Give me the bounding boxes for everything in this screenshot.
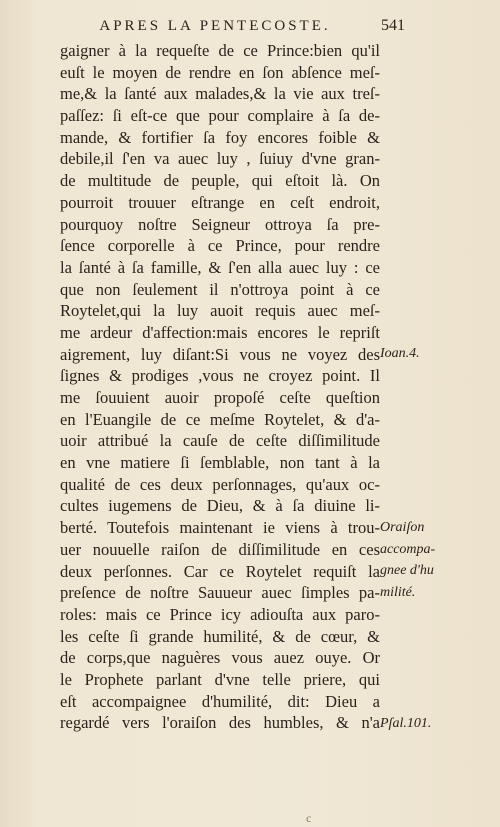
running-head: APRES LA PENTECOSTE. <box>99 18 331 34</box>
text-line: uoir attribué la cauſe de ceſte diſſimilitude <box>60 431 380 451</box>
text-line: pourquoy noſtre Seigneur ottroya ſa pre- <box>60 214 380 234</box>
margin-note-text: accompa- <box>380 541 436 557</box>
text-line: que non ſeulement il n'ottroya point à ce <box>60 279 380 299</box>
text-line: uer nouuelle raiſon de diſſimilitude en ces <box>60 539 380 559</box>
text-line: la ſanté à ſa famille, & ſ'en alla auec luy : ce <box>60 257 380 277</box>
text-line: me ardeur d'affection:mais encores le repriſt <box>60 322 380 342</box>
margin-note-ioan <box>380 343 480 365</box>
text-line: me,& la ſanté aux malades,& la vie aux treſ- <box>60 84 380 104</box>
text-line: roles: mais ce Prince icy adiouſta aux paro- <box>60 604 380 624</box>
text-line: preſence de noſtre Sauueur auec ſimples pa- <box>60 583 380 603</box>
page-number: 541 <box>381 17 405 34</box>
text-line: gaigner à la requeſte de ce Prince:bien qu'il <box>60 41 380 60</box>
text-line: debile,il ſ'en va auec luy , ſuiuy d'vne gran- <box>60 149 380 169</box>
margin-note-psal <box>380 713 480 735</box>
text-line: aigrement, luy diſant:Si vous ne voyez des <box>60 344 380 364</box>
body-text <box>60 40 380 734</box>
text-line: qualité de ces deux perſonnages, qu'aux oc- <box>60 474 380 494</box>
text-line: en l'Euangile de ce meſme Roytelet, & d'a- <box>60 409 380 429</box>
text-line: cultes iugemens de Dieu, & à ſa diuine li- <box>60 496 380 516</box>
margin-note-text: milité. <box>380 585 416 601</box>
margin-note-text: Ioan.4. <box>380 346 420 361</box>
margin-note-oraison <box>380 517 480 604</box>
text-line: de multitude de peuple, qui eſtoit là. On <box>60 171 380 191</box>
margin-note-text: gnee d'hu <box>380 563 434 579</box>
text-line: me ſouuient auoir propoſé ceſte queſtion <box>60 388 380 407</box>
footer-mark: c <box>306 811 312 825</box>
text-line: les ceſte ſi grande humilité, & de cœur, & <box>60 626 380 646</box>
text-line: euſt le moyen de rendre en ſon abſence meſ- <box>60 62 380 82</box>
text-line: deux perſonnes. Car ce Roytelet requiſt la <box>60 561 380 581</box>
text-line: Roytelet,qui la luy auoit requis auec meſ- <box>60 301 380 321</box>
text-line: berté. Toutefois maintenant ie viens à trou- <box>60 518 380 538</box>
text-line: ſence corporelle à ce Prince, pour rendre <box>60 236 380 256</box>
margin-note-text: Oraiſon <box>380 520 425 535</box>
text-line: paſſez: ſi eſt-ce que pour complaire à ſa de- <box>60 106 380 126</box>
text-line: ſignes & prodiges ,vous ne croyez point. Il <box>60 366 380 386</box>
text-line: eſt accompaignee d'humilité, dit: Dieu a <box>60 691 380 711</box>
text-line: pourroit trouuer eſtrange en ceſt endroit, <box>60 192 380 212</box>
text-line: de corps,que naguères vous auez ouye. Or <box>60 648 380 668</box>
margin-note-text: Pſal.101. <box>380 716 432 731</box>
text-line: le Prophete parlant d'vne telle priere, qui <box>60 669 380 689</box>
text-line: en vne matiere ſi ſemblable, non tant à la <box>60 453 380 473</box>
text-line: regardé vers l'oraiſon des humbles, & n'a <box>60 713 380 733</box>
text-line: mande, & fortifier ſa foy encores foible & <box>60 127 380 147</box>
